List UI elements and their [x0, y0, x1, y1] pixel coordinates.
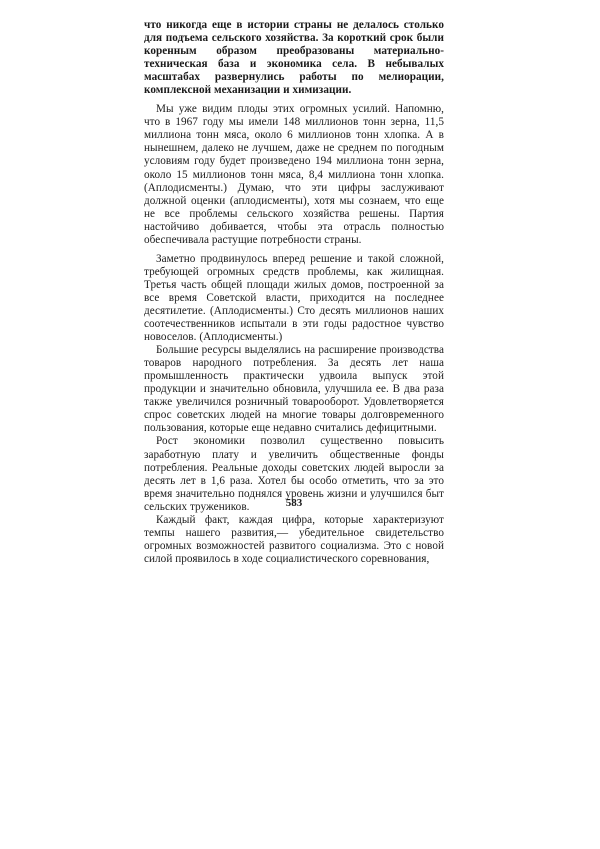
paragraph-harvest-results: Мы уже видим плоды этих огромных усилий. Напомню, что в 1967 году мы имели 148 миллионов тонн зерна, 11,5 миллиона тонн мяса, около 6 миллионов тонн хлопка. А в нынешнем, далеко не лучшем, даже не среднем по погодным условиям году будет произведено 194 миллиона тонн зерна, около 15 миллионов тонн мяса, 8,4 миллиона тонн хлопка. (Аплодисменты.) Думаю, что эти цифры заслуживают должной оценки (аплодисменты), хотя мы сознаем, что еще не все проблемы сельского хозяйства решены. Партия настойчиво добивается, чтобы эта отрасль полностью обеспечивала растущие потребности страны. [144, 103, 444, 246]
paragraph-development-pace: Каждый факт, каждая цифра, которые характеризуют темпы нашего развития,— убедительное свидетельство огромных возможностей развитого социализма. Это с новой силой проявилось в ходе социалистического соревнования, [144, 513, 444, 565]
paragraph-consumer-goods: Большие ресурсы выделялись на расширение производства товаров народного потребления. За десять лет наша промышленность практически удвоила выпуск этой продукции и значительно обновила, улучшила ее. В два раза также увеличился розничный товарооборот. Удовлетворяется спрос советских людей на многие товары долговременного пользования, которые еще недавно считались дефицитными. [144, 344, 444, 435]
paragraph-continuation: что никогда еще в истории страны не делалось столько для подъема сельского хозяйства. За короткий срок были коренным образом преобразованы материально-техническая база и экономика села. В небывалых масштабах развернулись работы по мелиорации, комплексной механизации и химизации. [144, 19, 444, 97]
paragraph-housing: Заметно продвинулось вперед решение и такой сложной, требующей огромных средств проблемы, как жилищная. Третья часть общей площади жилых домов, построенной за все время Советской власти, приходится на последнее десятилетие. (Аплодисменты.) Сто десять миллионов наших соотечественников испытали в эти годы радостное чувство новоселов. (Аплодисменты.) [144, 252, 444, 344]
body-text [144, 19, 444, 566]
paragraph-wages: Рост экономики позволил существенно повысить заработную плату и увеличить общественные фонды потребления. Реальные доходы советских людей выросли за десять лет в 1,6 раза. Хотел бы особо отметить, что за это время значительно поднялся уровень жизни и улучшился быт сельских тружеников. [144, 435, 444, 513]
page-number: 583 [285, 497, 303, 509]
